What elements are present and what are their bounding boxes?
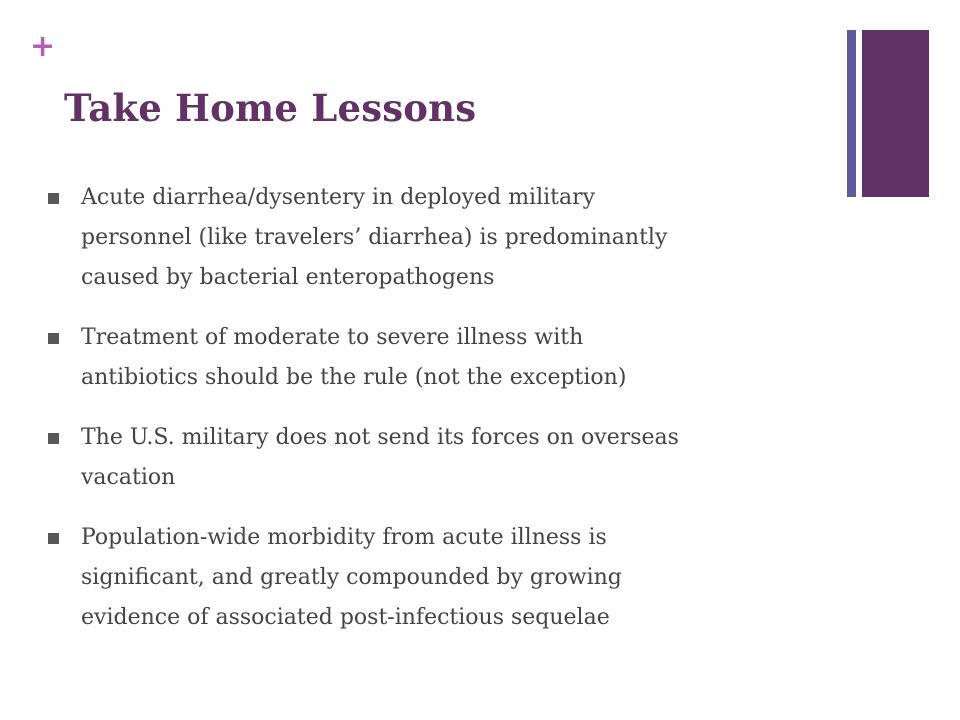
bullet-item xyxy=(48,318,838,398)
bullet-text: Treatment of moderate to severe illness with antibiotics should be the rule (not the exception) xyxy=(81,325,627,390)
bullet-text: The U.S. military does not send its forces on overseas vacation xyxy=(81,425,679,490)
decorative-bar-thick xyxy=(862,30,929,197)
decorative-bar-thin xyxy=(847,30,856,197)
square-bullet-icon xyxy=(48,433,59,444)
bullet-item xyxy=(48,178,838,298)
plus-icon: + xyxy=(30,29,56,64)
square-bullet-icon xyxy=(48,193,59,204)
square-bullet-icon xyxy=(48,533,59,544)
bullet-text: Population-wide morbidity from acute illness is significant, and greatly compounded by growing evidence of associated post-infectious sequelae xyxy=(81,525,622,630)
bullet-text: Acute diarrhea/dysentery in deployed military personnel (like travelers’ diarrhea) is predominantly caused by bacterial enteropathogens xyxy=(81,185,668,290)
slide-title: Take Home Lessons xyxy=(64,86,477,130)
bullet-item xyxy=(48,418,838,498)
bullet-item xyxy=(48,518,838,638)
bullet-list xyxy=(48,178,838,658)
square-bullet-icon xyxy=(48,333,59,344)
